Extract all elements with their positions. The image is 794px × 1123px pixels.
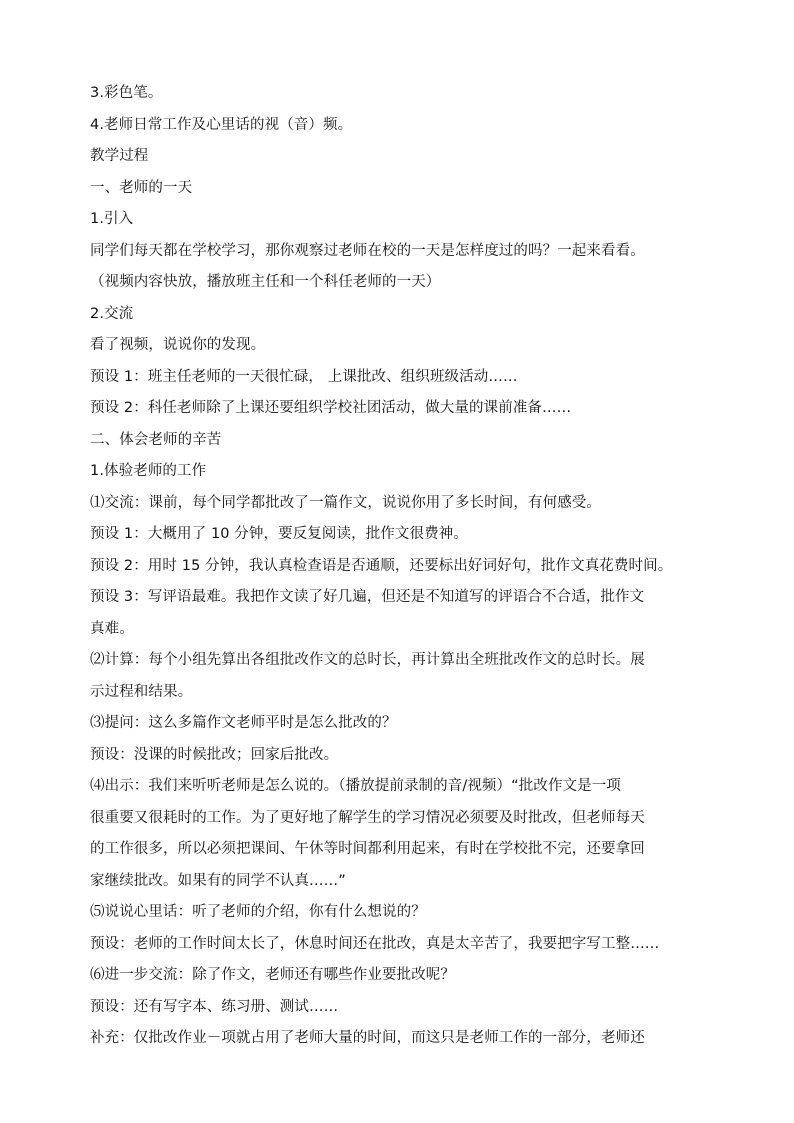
- text-line: ⑴交流：课前，每个同学都批改了一篇作文，说说你用了多长时间，有何感受。: [90, 494, 601, 511]
- text-line: 家继续批改。如果有的同学不认真……”: [90, 872, 346, 889]
- text-line: 预设 2：用时 15 分钟，我认真检查语是否通顺，还要标出好词好句，批作文真花费时间。: [90, 557, 673, 574]
- section-heading: 教学过程: [90, 148, 149, 164]
- text-line: 补充：仅批改作业－项就占用了老师大量的时间，而这只是老师工作的一部分，老师还: [90, 1030, 645, 1046]
- text-line: 预设：还有写字本、练习册、测试……: [90, 998, 339, 1015]
- text-line: 预设 2：科任老师除了上课还要组织学校社团活动，做大量的课前准备……: [90, 400, 572, 416]
- text-line: 预设 1：班主任老师的一天很忙碌， 上课批改、组织班级活动……: [90, 368, 518, 385]
- text-line: 真难。: [90, 620, 134, 637]
- subsection-heading: 1.体验老师的工作: [90, 463, 207, 479]
- text-line: ⑷出示：我们来听听老师是怎么说的。（播放提前录制的音/视频）“批改作文是一项: [90, 778, 621, 794]
- text-line: 示过程和结果。: [90, 683, 193, 700]
- text-line: 预设 1：大概用了 10 分钟，要反复阅读，批作文很费神。: [90, 526, 468, 542]
- text-line: 3.彩色笔。: [90, 85, 163, 101]
- text-line: 同学们每天都在学校学习，那你观察过老师在校的一天是怎样度过的吗？一起来看看。: [90, 242, 645, 259]
- text-line: 很重要又很耗时的工作。为了更好地了解学生的学习情况必须要及时批改，但老师每天: [90, 809, 645, 826]
- text-line: 的工作很多，所以必须把课间、午休等时间都利用起来，有时在学校批不完，还要拿回: [90, 841, 645, 857]
- section-heading: 二、体会老师的辛苦: [90, 431, 222, 448]
- text-line: ⑸说说心里话：听了老师的介绍，你有什么想说的？: [90, 904, 426, 920]
- text-line: ⑵计算：每个小组先算出各组批改作文的总时长，再计算出全班批改作文的总时长。展: [90, 652, 645, 668]
- text-line: 预设 3：写评语最难。我把作文读了好几遍，但还是不知道写的评语合不合适，批作文: [90, 589, 645, 605]
- subsection-heading: 1.引入: [90, 211, 134, 227]
- text-line: ⑶提问：这么多篇作文老师平时是怎么批改的？: [90, 715, 397, 731]
- text-line: ⑹进一步交流：除了作文，老师还有哪些作业要批改呢？: [90, 967, 455, 983]
- document-body: [90, 78, 708, 1055]
- subsection-heading: 2.交流: [90, 305, 134, 322]
- text-line: 看了视频，说说你的发现。: [90, 337, 266, 353]
- text-line: 4.老师日常工作及心里话的视（音）频。: [90, 116, 353, 133]
- text-line: （视频内容快放，播放班主任和一个科任老师的一天）: [90, 274, 441, 290]
- section-heading: 一、老师的一天: [90, 179, 193, 196]
- text-line: 预设：没课的时候批改；回家后批改。: [90, 746, 339, 763]
- text-line: 预设：老师的工作时间太长了，休息时间还在批改，真是太辛苦了，我要把字写工整……: [90, 935, 660, 952]
